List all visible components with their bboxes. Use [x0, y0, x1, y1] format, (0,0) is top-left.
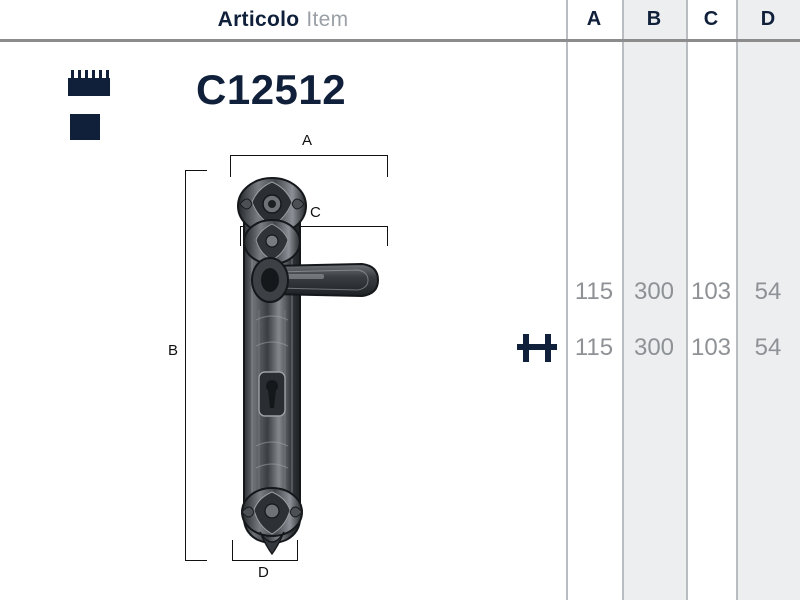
column-header-d-label: D: [760, 8, 776, 30]
dimension-label-b: B: [168, 342, 179, 359]
dimension-label-c: C: [310, 204, 321, 221]
cell-row2-a: 115: [574, 334, 614, 361]
cell-row2-d: 54: [754, 334, 782, 361]
square-icon: [70, 114, 100, 140]
dimension-line-b: [185, 170, 186, 560]
door-handle-illustration: [212, 160, 382, 560]
column-header-b: [622, 0, 686, 39]
cell-row1-d: 54: [754, 278, 782, 305]
dimension-label-d: D: [258, 564, 269, 581]
table-header: [0, 0, 800, 42]
cell-row1-b: 300: [633, 278, 675, 305]
cell-row1-c: 103: [690, 278, 732, 305]
dimension-tick-c-right: [387, 226, 388, 246]
column-header-a: [566, 0, 622, 39]
cell-row1-a: 115: [574, 278, 614, 305]
column-header-b-label: B: [646, 8, 662, 30]
cell-row2-b: 300: [633, 334, 675, 361]
column-header-c: [686, 0, 736, 39]
dimension-tick-a-right: [387, 155, 388, 177]
double-handle-icon: [515, 330, 559, 366]
column-header-a-label: A: [586, 8, 602, 30]
dimension-line-d: [232, 560, 298, 561]
header-title-bold: Articolo: [217, 7, 300, 31]
dimension-label-a: A: [302, 132, 313, 149]
column-header-d: [736, 0, 800, 39]
header-title-light: Item: [306, 7, 349, 31]
dimension-line-a: [230, 155, 388, 156]
header-title: [0, 0, 566, 39]
article-code: C12512: [196, 66, 347, 113]
column-header-c-label: C: [703, 8, 719, 30]
ruler-icon: [68, 70, 110, 96]
product-drawing: [150, 130, 450, 580]
dimension-tick-b-top: [185, 170, 207, 171]
dimension-tick-b-bottom: [185, 560, 207, 561]
cell-row2-c: 103: [690, 334, 732, 361]
